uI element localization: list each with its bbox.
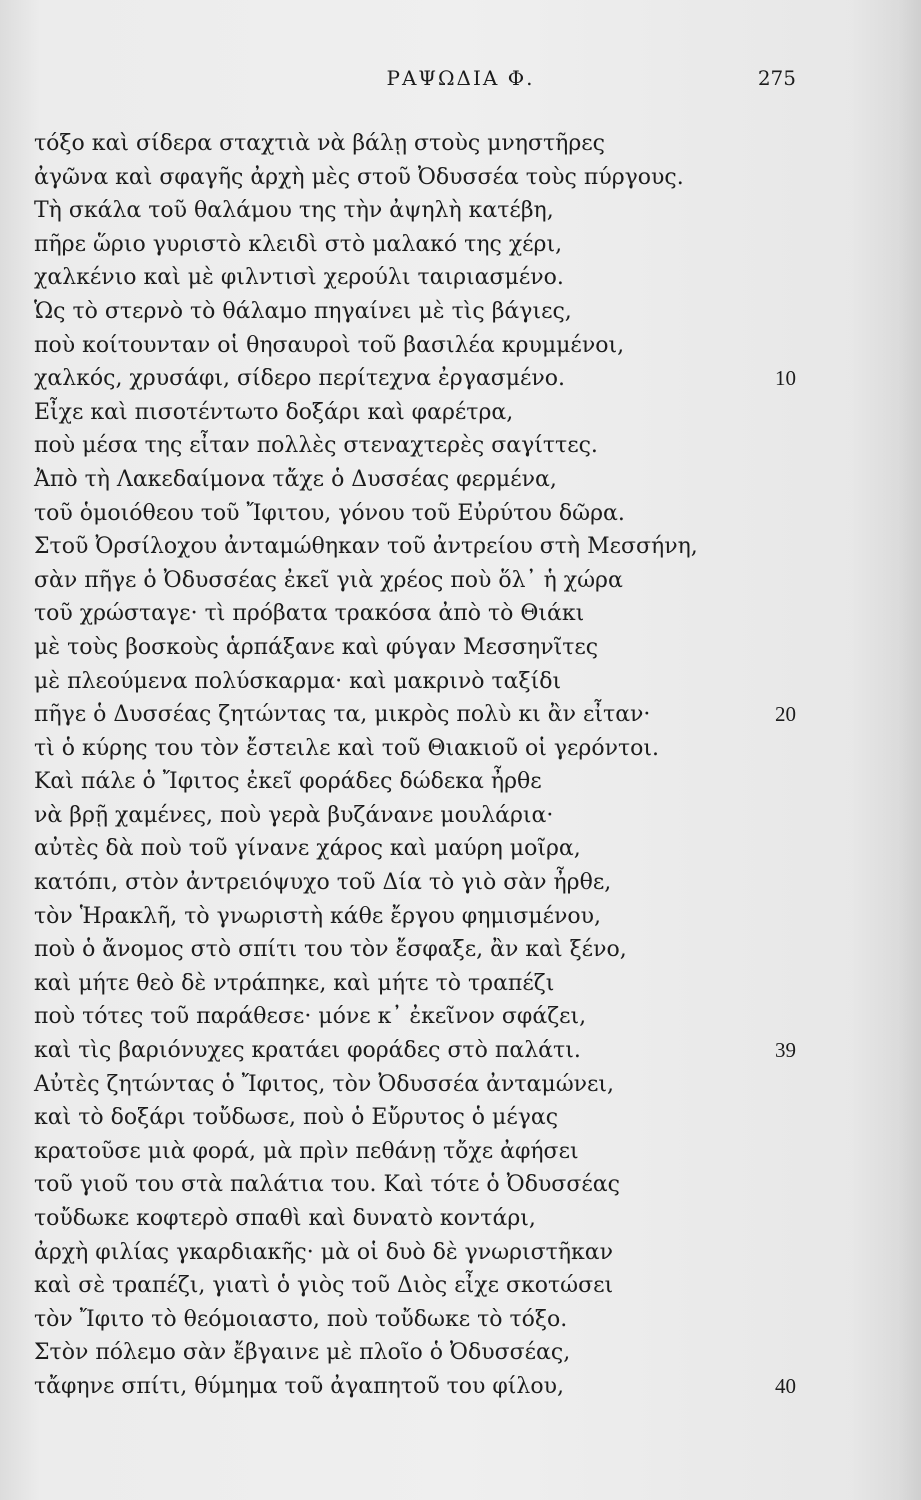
verse-line: [34, 597, 854, 631]
verse-line-text: Ὡς τὸ στερνὸ τὸ θάλαμο πηγαίνει μὲ τὶς βάγιες,: [34, 298, 572, 324]
verse-line-text: καὶ μήτε θεὸ δὲ ντράπηκε, καὶ μήτε τὸ τραπέζι: [34, 970, 555, 996]
verse-line-text: νὰ βρῇ χαμένες, ποὺ γερὰ βυζάνανε μουλάρια·: [34, 802, 554, 828]
verse-line: [34, 362, 854, 396]
line-number: 10: [775, 366, 796, 391]
verse-line-text: τοῦ ὁμοιόθεου τοῦ Ἴφιτου, γόνου τοῦ Εὐρύτου δῶρα.: [34, 500, 625, 526]
verse-line: [34, 463, 854, 497]
verse-line: [34, 261, 854, 295]
verse-line: [34, 765, 854, 799]
verse-line: [34, 698, 854, 732]
verse-line-text: χαλκός, χρυσάφι, σίδερο περίτεχνα ἐργασμένο.: [34, 366, 566, 392]
verse-line-text: μὲ τοὺς βοσκοὺς ἁρπάξανε καὶ φύγαν Μεσσηνῖτες: [34, 634, 599, 660]
verse-line-text: Εἶχε καὶ πισοτέντωτο δοξάρι καὶ φαρέτρα,: [34, 399, 514, 425]
verse-line-text: κατόπι, στὸν ἀντρειόψυχο τοῦ Δία τὸ γιὸ σὰν ἦρθε,: [34, 870, 612, 896]
verse-line-text: Τὴ σκάλα τοῦ θαλάμου της τὴν ἀψηλὴ κατέβη,: [34, 198, 554, 224]
verse-line-text: χαλκένιο καὶ μὲ φιλντισὶ χερούλι ταιριασμένο.: [34, 265, 564, 291]
line-number: 39: [775, 1038, 796, 1063]
verse-line: [34, 530, 854, 564]
verse-line-text: τὸν Ἡρακλῆ, τὸ γνωριστὴ κάθε ἔργου φημισμένου,: [34, 903, 602, 929]
verse-line-text: πῆγε ὁ Δυσσέας ζητώντας τα, μικρὸς πολὺ κι ἂν εἶταν·: [34, 702, 651, 728]
page-number: 275: [757, 66, 796, 90]
verse-line: [34, 1000, 854, 1034]
verse-line-text: μὲ πλεούμενα πολύσκαρμα· καὶ μακρινὸ ταξίδι: [34, 668, 562, 694]
verse-line: [34, 1068, 854, 1102]
verse-line-text: σὰν πῆγε ὁ Ὀδυσσέας ἐκεῖ γιὰ χρέος ποὺ ὅλ᾽ ἡ χώρα: [34, 567, 623, 593]
verse-line-text: ποὺ κοίτουνταν οἱ θησαυροὶ τοῦ βασιλέα κρυμμένοι,: [34, 332, 625, 358]
verse-line: [34, 933, 854, 967]
verse-line-text: ἀγῶνα καὶ σφαγῆς ἀρχὴ μὲς στοῦ Ὀδυσσέα τοὺς πύργους.: [34, 164, 684, 190]
verse-line-text: αὐτὲς δὰ ποὺ τοῦ γίνανε χάρος καὶ μαύρη μοῖρα,: [34, 836, 581, 862]
verse-line: [34, 1336, 854, 1370]
verse-line: [34, 1303, 854, 1337]
verse-line: [34, 832, 854, 866]
verse-line: [34, 329, 854, 363]
verse-line: [34, 799, 854, 833]
verse-line: [34, 1168, 854, 1202]
page-edge-shadow: [851, 0, 921, 1500]
verse-line: [34, 631, 854, 665]
line-number: 40: [775, 1373, 796, 1398]
verse-line: [34, 732, 854, 766]
verse-block: [34, 127, 854, 1404]
verse-line: [34, 665, 854, 699]
verse-line: [34, 194, 854, 228]
verse-line-text: τοῦ γιοῦ του στὰ παλάτια του. Καὶ τότε ὁ Ὀδυσσέας: [34, 1172, 620, 1198]
verse-line: [34, 564, 854, 598]
verse-line: [34, 429, 854, 463]
verse-line: [34, 1034, 854, 1068]
verse-line: [34, 1101, 854, 1135]
verse-line: [34, 161, 854, 195]
verse-line-text: καὶ τὶς βαριόνυχες κρατάει φοράδες στὸ παλάτι.: [34, 1038, 581, 1064]
verse-line: [34, 967, 854, 1001]
verse-line-text: ποὺ ὁ ἄνομος στὸ σπίτι του τὸν ἔσφαξε, ἂν καὶ ξένο,: [34, 937, 627, 963]
verse-line: [34, 1370, 854, 1404]
verse-line: [34, 1236, 854, 1270]
verse-line-text: καὶ τὸ δοξάρι τοὔδωσε, ποὺ ὁ Εὔρυτος ὁ μέγας: [34, 1105, 559, 1131]
verse-line: [34, 1135, 854, 1169]
verse-line-text: τὸν Ἴφιτο τὸ θεόμοιαστο, ποὺ τοὔδωκε τὸ τόξο.: [34, 1306, 568, 1332]
running-title: ΡΑΨΩΔΙΑ Φ.: [386, 66, 535, 90]
verse-line-text: Στὸν πόλεμο σὰν ἔβγαινε μὲ πλοῖο ὁ Ὀδυσσέας,: [34, 1340, 571, 1366]
verse-line: [34, 127, 854, 161]
verse-line: [34, 228, 854, 262]
verse-line-text: Ἀπὸ τὴ Λακεδαίμονα τἄχε ὁ Δυσσέας φερμένα,: [34, 466, 557, 492]
verse-line-text: τοῦ χρώσταγε· τὶ πρόβατα τρακόσα ἀπὸ τὸ Θιάκι: [34, 601, 585, 627]
verse-line: [34, 866, 854, 900]
verse-line: [34, 1269, 854, 1303]
verse-line-text: ποὺ τότες τοῦ παράθεσε· μόνε κ᾽ ἐκεῖνον σφάζει,: [34, 1004, 587, 1030]
verse-line-text: τὶ ὁ κύρης του τὸν ἔστειλε καὶ τοῦ Θιακιοῦ οἱ γερόντοι.: [34, 735, 660, 761]
verse-line-text: κρατοῦσε μιὰ φορά, μὰ πρὶν πεθάνῃ τὄχε ἀφήσει: [34, 1138, 579, 1164]
verse-line-text: πῆρε ὥριο γυριστὸ κλειδὶ στὸ μαλακό της χέρι,: [34, 231, 563, 257]
verse-line-text: καὶ σὲ τραπέζι, γιατὶ ὁ γιὸς τοῦ Διὸς εἶχε σκοτώσει: [34, 1273, 614, 1299]
verse-line-text: ποὺ μέσα της εἶταν πολλὲς στεναχτερὲς σαγίττες.: [34, 433, 598, 459]
verse-line-text: τἄφηνε σπίτι, θύμημα τοῦ ἀγαπητοῦ του φίλου,: [34, 1373, 564, 1399]
verse-line-text: τοὔδωκε κοφτερὸ σπαθὶ καὶ δυνατὸ κοντάρι,: [34, 1206, 536, 1231]
verse-line: [34, 1202, 854, 1236]
verse-line: [34, 295, 854, 329]
verse-line-text: ἀρχὴ φιλίας γκαρδιακῆς· μὰ οἱ δυὸ δὲ γνωριστῆκαν: [34, 1239, 614, 1265]
verse-line: [34, 497, 854, 531]
verse-line-text: Στοῦ Ὀρσίλοχου ἀνταμώθηκαν τοῦ ἀντρείου στὴ Μεσσήνη,: [34, 534, 698, 560]
verse-line-text: Καὶ πάλε ὁ Ἴφιτος ἐκεῖ φοράδες δώδεκα ἦρθε: [34, 769, 542, 795]
verse-line-text: τόξο καὶ σίδερα σταχτιὰ νὰ βάλῃ στοὺς μνηστῆρες: [34, 131, 606, 156]
verse-line: [34, 900, 854, 934]
line-number: 20: [775, 702, 796, 727]
verse-line: [34, 396, 854, 430]
verse-line-text: Αὐτὲς ζητώντας ὁ Ἴφιτος, τὸν Ὀδυσσέα ἀνταμώνει,: [34, 1071, 615, 1097]
